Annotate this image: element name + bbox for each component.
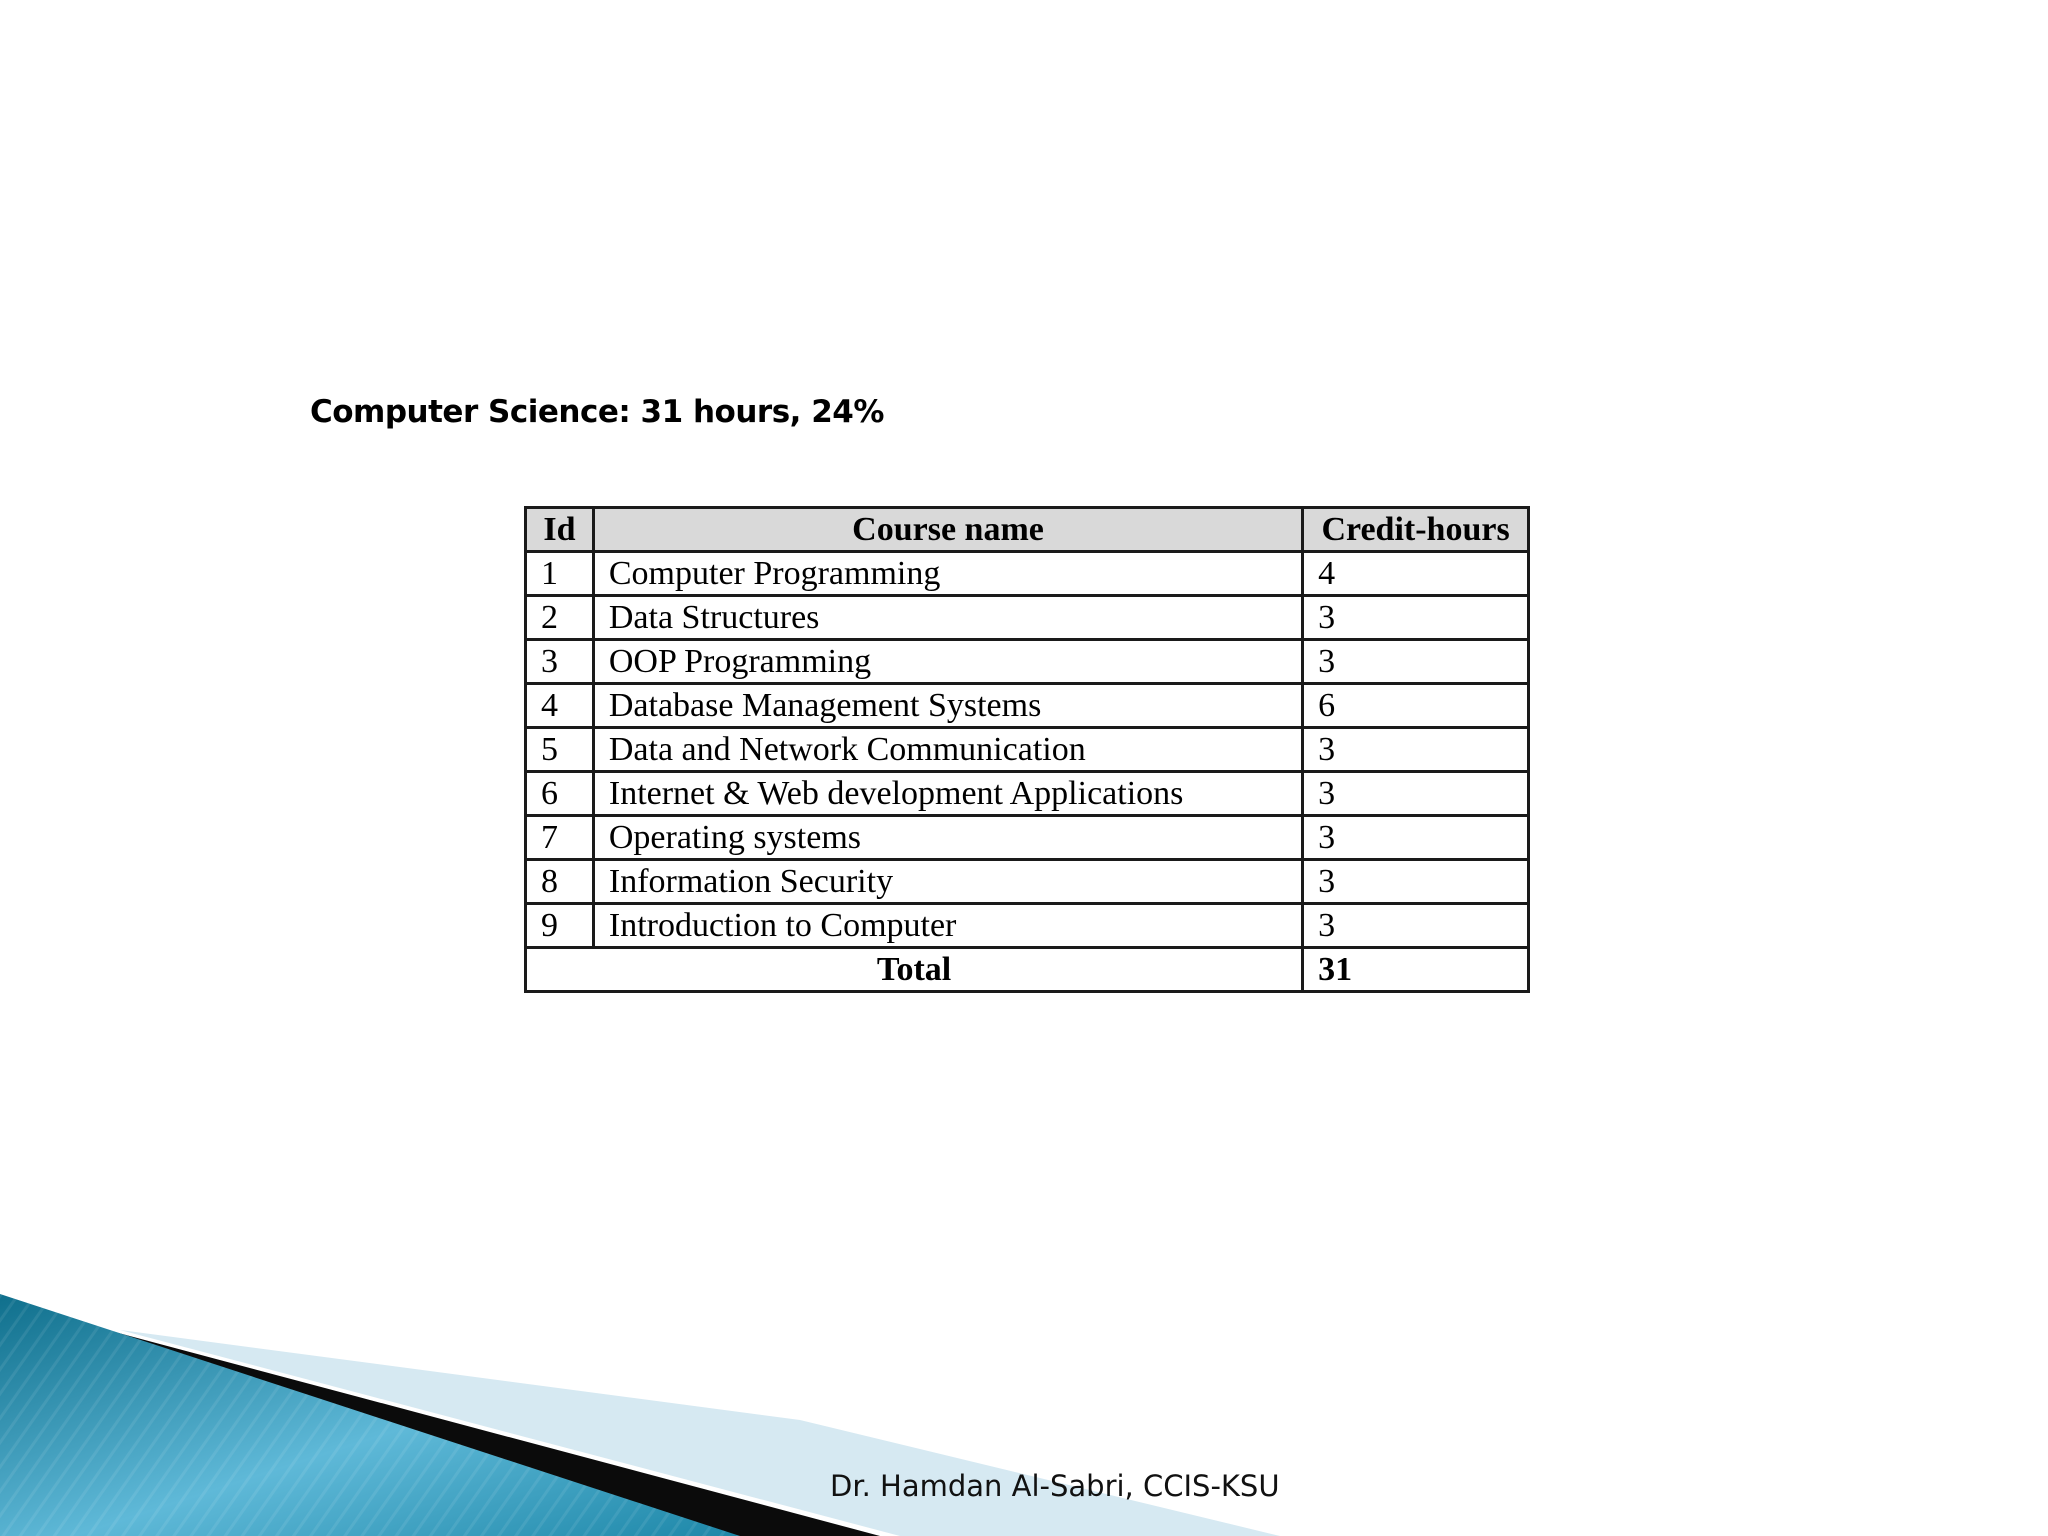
cell-course-name: Computer Programming [593,552,1302,596]
cell-id: 1 [526,552,594,596]
cell-id: 6 [526,772,594,816]
cell-credit-hours: 3 [1303,640,1529,684]
cell-course-name: Data and Network Communication [593,728,1302,772]
cell-course-name: Information Security [593,860,1302,904]
total-label: Total [526,948,1303,992]
header-course-name: Course name [593,508,1302,552]
cell-id: 8 [526,860,594,904]
cell-course-name: Database Management Systems [593,684,1302,728]
cell-course-name: Introduction to Computer [593,904,1302,948]
footer-author: Dr. Hamdan Al-Sabri, CCIS-KSU [830,1469,1280,1503]
cell-id: 9 [526,904,594,948]
cell-id: 4 [526,684,594,728]
cell-credit-hours: 3 [1303,860,1529,904]
total-value: 31 [1303,948,1529,992]
cell-credit-hours: 3 [1303,904,1529,948]
cell-credit-hours: 6 [1303,684,1529,728]
cell-course-name: Data Structures [593,596,1302,640]
cell-id: 5 [526,728,594,772]
slide-title: Computer Science: 31 hours, 24% [310,394,884,430]
cell-credit-hours: 3 [1303,596,1529,640]
cell-credit-hours: 3 [1303,772,1529,816]
cell-course-name: OOP Programming [593,640,1302,684]
cell-course-name: Internet & Web development Applications [593,772,1302,816]
cell-id: 2 [526,596,594,640]
cell-credit-hours: 3 [1303,728,1529,772]
header-id: Id [526,508,594,552]
cell-credit-hours: 3 [1303,816,1529,860]
cell-course-name: Operating systems [593,816,1302,860]
cell-id: 7 [526,816,594,860]
cell-credit-hours: 4 [1303,552,1529,596]
header-credit-hours: Credit-hours [1303,508,1529,552]
cell-id: 3 [526,640,594,684]
